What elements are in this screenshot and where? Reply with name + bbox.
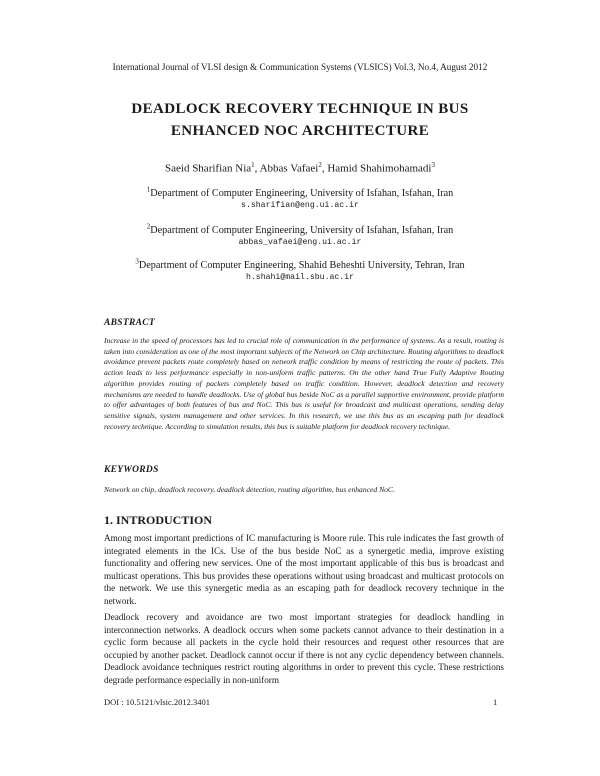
affiliation-dept: Department of Computer Engineering, Shahid Beheshti University, Tehran, Iran	[138, 260, 465, 272]
author-list: Saeid Sharifian Nia$^1$, Abbas Vafaei$^2$, Hamid Shahimohamadi$^3$	[165, 161, 435, 175]
author-email: s.sharifian@eng.ui.ac.ir	[241, 201, 359, 211]
author-sup: 1	[251, 161, 255, 169]
affiliation-sup: 2	[146, 223, 151, 231]
keywords-heading: KEYWORDS	[104, 465, 159, 475]
affiliation-2	[0, 221, 600, 249]
footer-doi: DOI : 10.5121/vlsic.2012.3401	[104, 697, 211, 707]
author-name: Saeid Sharifian Nia	[165, 162, 252, 175]
journal-header: International Journal of VLSI design & Communication Systems (VLSICS) Vol.3, No.4, August 2012	[112, 62, 488, 72]
author-sup: 2	[318, 161, 322, 169]
author-name: Abbas Vafaei	[259, 162, 319, 175]
abstract-heading: ABSTRACT	[104, 318, 155, 328]
affiliation-1	[0, 184, 600, 212]
affiliation-sup: 1	[146, 186, 151, 194]
introduction-paragraph-1: Among most important predictions of IC manufacturing is Moore rule. This rule indicates the fast growth of integrated elements in the ICs. Use of the bus beside NoC as a synergetic media, improve existing functionality and offering new services. One of the most important applicable of this bus is broadcast and multicast operations. This bus provides these operations without using broadcast and multicast protocols on the network. We use this synergetic media as an escaping path for deadlock recovery technique in the network.	[104, 533, 504, 606]
affiliation-dept: Department of Computer Engineering, University of Isfahan, Isfahan, Iran	[150, 188, 454, 200]
abstract-text: Increase in the speed of processors has led to crucial role of communication in the performance of systems. As a result, routing is taken into consideration as one of the most important subjects of the Network on Chip architecture. Routing algorithms to deadlock avoidance prevent packets route completely based on network traffic condition by means of restricting the route of packets. This action leads to less performance especially in non-uniform traffic patterns. On the other hand True Fully Adaptive Routing algorithm provides routing of packets completely based on traffic condition. However, deadlock detection and recovery mechanisms are needed to handle deadlocks. Use of global bus beside NoC as a parallel supportive environment, provide platform to offer advantages of both features of bus and NoC. This bus is useful for broadcast and multicast operations, sending delay sensitive signals, system management and other services. In this research, we use this bus as an escaping path for deadlock recovery technique. According to simulation results, this bus is suitable platform for deadlock recovery technique.	[104, 336, 504, 431]
affiliation-sup: 3	[135, 258, 139, 266]
affiliation-3	[0, 256, 600, 284]
keywords-text: Network on chip, deadlock recovery, deadlock detection, routing algorithm, bus enhanced NoC.	[104, 485, 395, 494]
introduction-paragraph-2: Deadlock recovery and avoidance are two most important strategies for deadlock handling in interconnection networks. A deadlock occurs when some packets cannot advance to their destination in a cyclic form because all packets in the cycle hold their resources and request other resources that are occupied by another packet. Deadlock cannot occur if there is not any cyclic dependency between channels. Deadlock avoidance techniques restrict routing algorithms in order to prevent this cycle. These restrictions degrade performance especially in non-uniform	[104, 612, 504, 685]
author-name: Hamid Shahimohamadi	[327, 162, 432, 175]
affiliation-dept: Department of Computer Engineering, University of Isfahan, Isfahan, Iran	[150, 225, 454, 237]
author-email: abbas_vafaei@eng.ui.ac.ir	[238, 238, 362, 248]
paper-title	[0, 98, 600, 142]
introduction-heading: 1. INTRODUCTION	[104, 513, 213, 527]
author-email: h.shahi@mail.sbu.ac.ir	[245, 273, 355, 283]
title-line-2: ENHANCED NOC ARCHITECTURE	[170, 123, 430, 139]
page-number: 1	[493, 697, 498, 707]
author-sup: 3	[431, 161, 435, 169]
title-line-1: DEADLOCK RECOVERY TECHNIQUE IN BUS	[131, 101, 469, 117]
